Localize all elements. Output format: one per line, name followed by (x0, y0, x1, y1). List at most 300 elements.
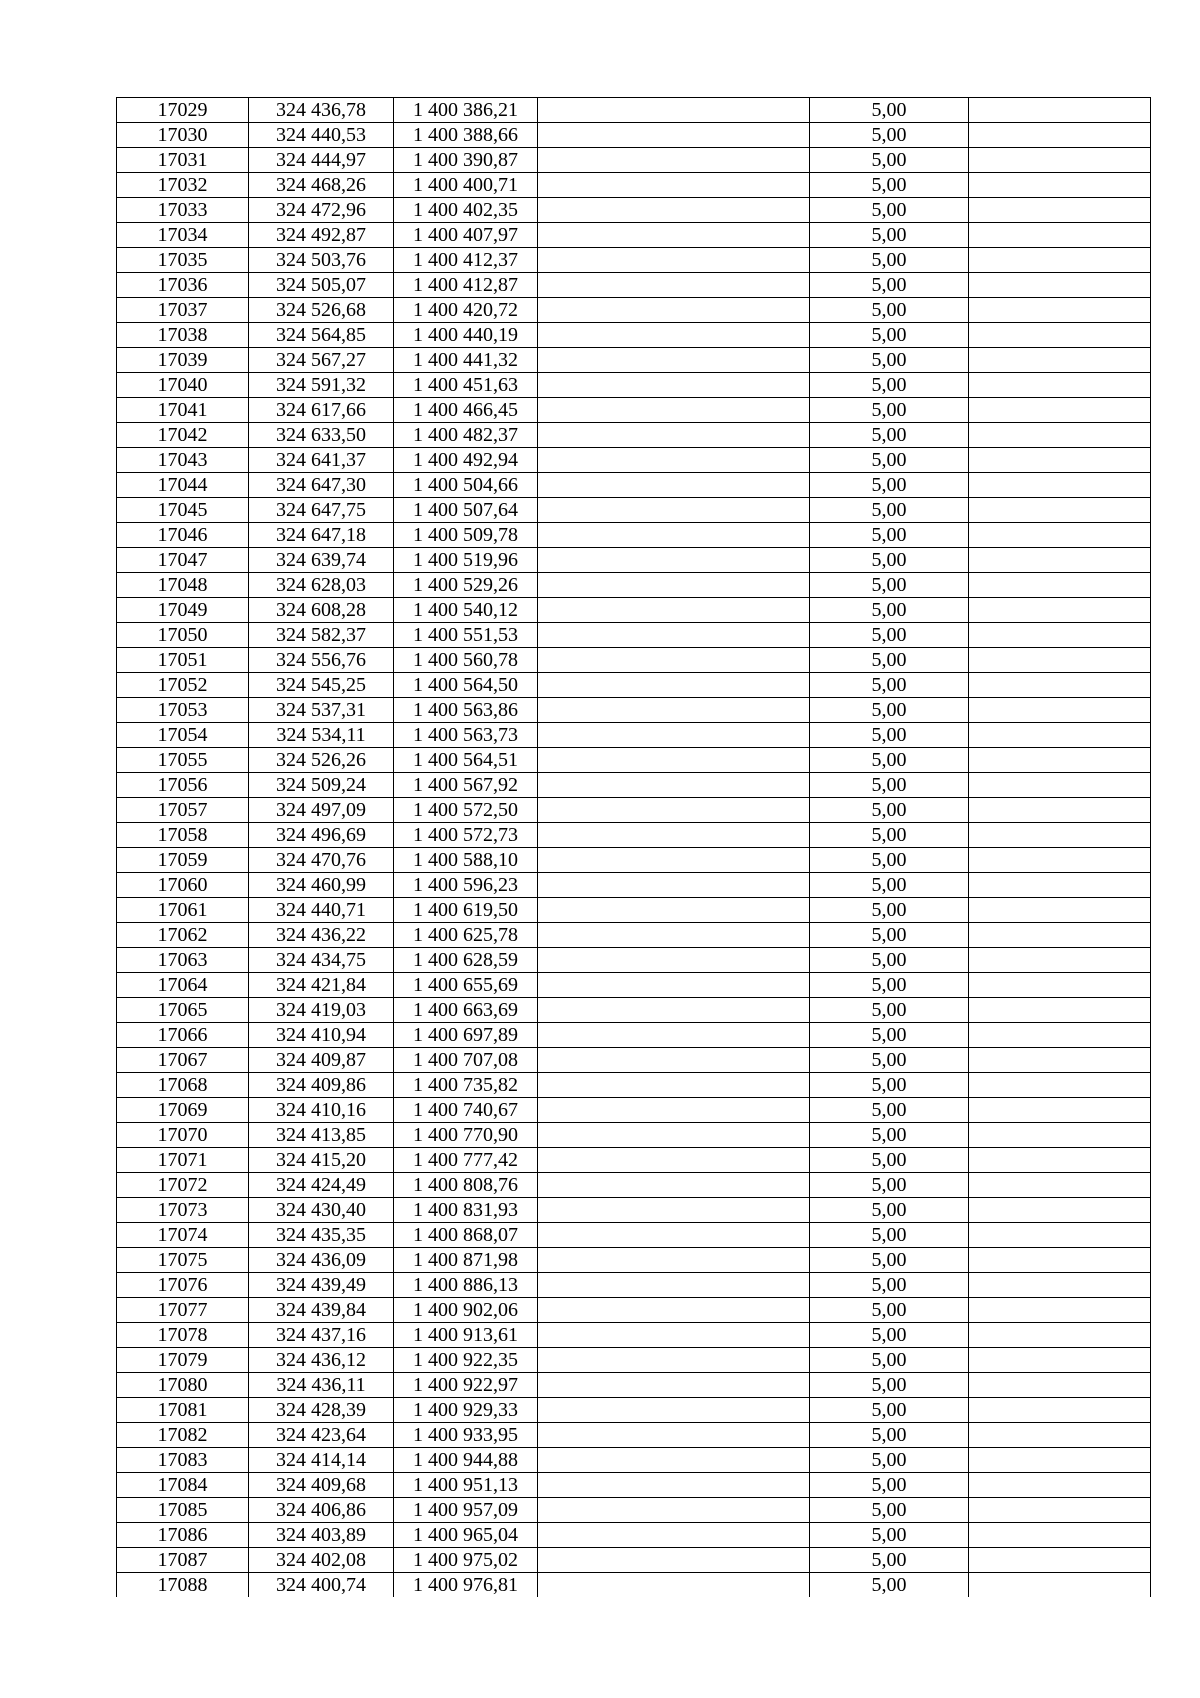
table-row (117, 1423, 1151, 1448)
accuracy-cell: 5,00 (810, 323, 969, 348)
y-coordinate-cell: 1 400 655,69 (394, 973, 538, 998)
x-coordinate-cell: 324 400,74 (249, 1573, 394, 1598)
empty-cell (538, 1073, 810, 1098)
empty-cell (538, 173, 810, 198)
y-coordinate-cell: 1 400 412,37 (394, 248, 538, 273)
table-row (117, 823, 1151, 848)
y-coordinate-cell: 1 400 957,09 (394, 1498, 538, 1523)
point-number-cell: 17072 (117, 1173, 249, 1198)
table-row (117, 223, 1151, 248)
table-row (117, 198, 1151, 223)
accuracy-cell: 5,00 (810, 198, 969, 223)
y-coordinate-cell: 1 400 563,86 (394, 698, 538, 723)
accuracy-cell: 5,00 (810, 1373, 969, 1398)
x-coordinate-cell: 324 641,37 (249, 448, 394, 473)
x-coordinate-cell: 324 496,69 (249, 823, 394, 848)
empty-cell (538, 1198, 810, 1223)
x-coordinate-cell: 324 537,31 (249, 698, 394, 723)
empty-cell (969, 1098, 1151, 1123)
y-coordinate-cell: 1 400 400,71 (394, 173, 538, 198)
empty-cell (969, 948, 1151, 973)
y-coordinate-cell: 1 400 509,78 (394, 523, 538, 548)
x-coordinate-cell: 324 633,50 (249, 423, 394, 448)
point-number-cell: 17074 (117, 1223, 249, 1248)
empty-cell (538, 723, 810, 748)
table-row (117, 1348, 1151, 1373)
y-coordinate-cell: 1 400 466,45 (394, 398, 538, 423)
x-coordinate-cell: 324 505,07 (249, 273, 394, 298)
x-coordinate-cell: 324 472,96 (249, 198, 394, 223)
accuracy-cell: 5,00 (810, 948, 969, 973)
point-number-cell: 17055 (117, 748, 249, 773)
x-coordinate-cell: 324 534,11 (249, 723, 394, 748)
point-number-cell: 17062 (117, 923, 249, 948)
x-coordinate-cell: 324 403,89 (249, 1523, 394, 1548)
table-row (117, 473, 1151, 498)
table-row (117, 448, 1151, 473)
x-coordinate-cell: 324 440,53 (249, 123, 394, 148)
accuracy-cell: 5,00 (810, 448, 969, 473)
y-coordinate-cell: 1 400 507,64 (394, 498, 538, 523)
point-number-cell: 17054 (117, 723, 249, 748)
point-number-cell: 17081 (117, 1398, 249, 1423)
x-coordinate-cell: 324 430,40 (249, 1198, 394, 1223)
empty-cell (969, 373, 1151, 398)
x-coordinate-cell: 324 497,09 (249, 798, 394, 823)
x-coordinate-cell: 324 647,18 (249, 523, 394, 548)
table-row (117, 298, 1151, 323)
table-row (117, 373, 1151, 398)
table-row (117, 323, 1151, 348)
x-coordinate-cell: 324 421,84 (249, 973, 394, 998)
point-number-cell: 17049 (117, 598, 249, 623)
empty-cell (538, 148, 810, 173)
empty-cell (969, 423, 1151, 448)
table-row (117, 398, 1151, 423)
empty-cell (969, 1273, 1151, 1298)
empty-cell (969, 348, 1151, 373)
point-number-cell: 17039 (117, 348, 249, 373)
accuracy-cell: 5,00 (810, 798, 969, 823)
empty-cell (538, 648, 810, 673)
accuracy-cell: 5,00 (810, 648, 969, 673)
x-coordinate-cell: 324 409,87 (249, 1048, 394, 1073)
y-coordinate-cell: 1 400 386,21 (394, 98, 538, 123)
accuracy-cell: 5,00 (810, 1273, 969, 1298)
point-number-cell: 17041 (117, 398, 249, 423)
empty-cell (969, 1448, 1151, 1473)
x-coordinate-cell: 324 468,26 (249, 173, 394, 198)
y-coordinate-cell: 1 400 976,81 (394, 1573, 538, 1598)
table-row (117, 748, 1151, 773)
x-coordinate-cell: 324 556,76 (249, 648, 394, 673)
empty-cell (538, 1048, 810, 1073)
y-coordinate-cell: 1 400 740,67 (394, 1098, 538, 1123)
point-number-cell: 17082 (117, 1423, 249, 1448)
table-row (117, 973, 1151, 998)
empty-cell (969, 498, 1151, 523)
x-coordinate-cell: 324 436,78 (249, 98, 394, 123)
point-number-cell: 17031 (117, 148, 249, 173)
point-number-cell: 17080 (117, 1373, 249, 1398)
empty-cell (969, 523, 1151, 548)
point-number-cell: 17086 (117, 1523, 249, 1548)
accuracy-cell: 5,00 (810, 873, 969, 898)
y-coordinate-cell: 1 400 922,35 (394, 1348, 538, 1373)
table-row (117, 1373, 1151, 1398)
accuracy-cell: 5,00 (810, 523, 969, 548)
accuracy-cell: 5,00 (810, 398, 969, 423)
y-coordinate-cell: 1 400 564,50 (394, 673, 538, 698)
accuracy-cell: 5,00 (810, 973, 969, 998)
table-row (117, 848, 1151, 873)
y-coordinate-cell: 1 400 504,66 (394, 473, 538, 498)
empty-cell (538, 973, 810, 998)
accuracy-cell: 5,00 (810, 248, 969, 273)
empty-cell (538, 548, 810, 573)
table-row (117, 1298, 1151, 1323)
y-coordinate-cell: 1 400 697,89 (394, 1023, 538, 1048)
accuracy-cell: 5,00 (810, 773, 969, 798)
empty-cell (969, 323, 1151, 348)
accuracy-cell: 5,00 (810, 1523, 969, 1548)
empty-cell (538, 223, 810, 248)
point-number-cell: 17033 (117, 198, 249, 223)
empty-cell (538, 573, 810, 598)
point-number-cell: 17073 (117, 1198, 249, 1223)
accuracy-cell: 5,00 (810, 1398, 969, 1423)
x-coordinate-cell: 324 503,76 (249, 248, 394, 273)
table-row (117, 1448, 1151, 1473)
x-coordinate-cell: 324 413,85 (249, 1123, 394, 1148)
x-coordinate-cell: 324 608,28 (249, 598, 394, 623)
empty-cell (969, 123, 1151, 148)
point-number-cell: 17064 (117, 973, 249, 998)
point-number-cell: 17088 (117, 1573, 249, 1598)
x-coordinate-cell: 324 582,37 (249, 623, 394, 648)
empty-cell (538, 898, 810, 923)
empty-cell (538, 123, 810, 148)
table-row (117, 248, 1151, 273)
y-coordinate-cell: 1 400 944,88 (394, 1448, 538, 1473)
accuracy-cell: 5,00 (810, 573, 969, 598)
table-row (117, 98, 1151, 123)
empty-cell (969, 648, 1151, 673)
accuracy-cell: 5,00 (810, 1548, 969, 1573)
x-coordinate-cell: 324 444,97 (249, 148, 394, 173)
point-number-cell: 17053 (117, 698, 249, 723)
point-number-cell: 17043 (117, 448, 249, 473)
empty-cell (969, 1323, 1151, 1348)
empty-cell (969, 1048, 1151, 1073)
accuracy-cell: 5,00 (810, 748, 969, 773)
accuracy-cell: 5,00 (810, 598, 969, 623)
accuracy-cell: 5,00 (810, 1248, 969, 1273)
empty-cell (969, 1373, 1151, 1398)
table-row (117, 773, 1151, 798)
x-coordinate-cell: 324 437,16 (249, 1323, 394, 1348)
x-coordinate-cell: 324 526,68 (249, 298, 394, 323)
table-row (117, 1498, 1151, 1523)
y-coordinate-cell: 1 400 390,87 (394, 148, 538, 173)
empty-cell (969, 1348, 1151, 1373)
accuracy-cell: 5,00 (810, 348, 969, 373)
accuracy-cell: 5,00 (810, 698, 969, 723)
y-coordinate-cell: 1 400 831,93 (394, 1198, 538, 1223)
empty-cell (538, 1098, 810, 1123)
empty-cell (969, 473, 1151, 498)
point-number-cell: 17068 (117, 1073, 249, 1098)
empty-cell (969, 1548, 1151, 1573)
empty-cell (538, 1248, 810, 1273)
point-number-cell: 17042 (117, 423, 249, 448)
table-row (117, 898, 1151, 923)
point-number-cell: 17052 (117, 673, 249, 698)
empty-cell (969, 823, 1151, 848)
table-row (117, 948, 1151, 973)
empty-cell (538, 473, 810, 498)
point-number-cell: 17077 (117, 1298, 249, 1323)
point-number-cell: 17037 (117, 298, 249, 323)
y-coordinate-cell: 1 400 564,51 (394, 748, 538, 773)
table-row (117, 698, 1151, 723)
y-coordinate-cell: 1 400 770,90 (394, 1123, 538, 1148)
point-number-cell: 17040 (117, 373, 249, 398)
point-number-cell: 17060 (117, 873, 249, 898)
x-coordinate-cell: 324 414,14 (249, 1448, 394, 1473)
table-row (117, 623, 1151, 648)
empty-cell (969, 1173, 1151, 1198)
y-coordinate-cell: 1 400 707,08 (394, 1048, 538, 1073)
y-coordinate-cell: 1 400 886,13 (394, 1273, 538, 1298)
accuracy-cell: 5,00 (810, 673, 969, 698)
empty-cell (969, 1148, 1151, 1173)
x-coordinate-cell: 324 424,49 (249, 1173, 394, 1198)
y-coordinate-cell: 1 400 551,53 (394, 623, 538, 648)
x-coordinate-cell: 324 436,11 (249, 1373, 394, 1398)
x-coordinate-cell: 324 436,22 (249, 923, 394, 948)
point-number-cell: 17045 (117, 498, 249, 523)
y-coordinate-cell: 1 400 735,82 (394, 1073, 538, 1098)
empty-cell (538, 1348, 810, 1373)
y-coordinate-cell: 1 400 975,02 (394, 1548, 538, 1573)
table-row (117, 1573, 1151, 1598)
point-number-cell: 17070 (117, 1123, 249, 1148)
y-coordinate-cell: 1 400 902,06 (394, 1298, 538, 1323)
x-coordinate-cell: 324 509,24 (249, 773, 394, 798)
table-row (117, 648, 1151, 673)
point-number-cell: 17035 (117, 248, 249, 273)
y-coordinate-cell: 1 400 933,95 (394, 1423, 538, 1448)
point-number-cell: 17058 (117, 823, 249, 848)
accuracy-cell: 5,00 (810, 898, 969, 923)
empty-cell (538, 1548, 810, 1573)
accuracy-cell: 5,00 (810, 823, 969, 848)
accuracy-cell: 5,00 (810, 273, 969, 298)
x-coordinate-cell: 324 406,86 (249, 1498, 394, 1523)
empty-cell (969, 723, 1151, 748)
y-coordinate-cell: 1 400 663,69 (394, 998, 538, 1023)
empty-cell (538, 598, 810, 623)
point-number-cell: 17044 (117, 473, 249, 498)
empty-cell (969, 848, 1151, 873)
x-coordinate-cell: 324 526,26 (249, 748, 394, 773)
accuracy-cell: 5,00 (810, 548, 969, 573)
point-number-cell: 17050 (117, 623, 249, 648)
x-coordinate-cell: 324 647,30 (249, 473, 394, 498)
y-coordinate-cell: 1 400 407,97 (394, 223, 538, 248)
table-row (117, 423, 1151, 448)
empty-cell (538, 1473, 810, 1498)
y-coordinate-cell: 1 400 388,66 (394, 123, 538, 148)
table-row (117, 1198, 1151, 1223)
table-row (117, 1023, 1151, 1048)
empty-cell (538, 1273, 810, 1298)
table-row (117, 1523, 1151, 1548)
coordinates-table (116, 97, 1151, 1597)
y-coordinate-cell: 1 400 482,37 (394, 423, 538, 448)
x-coordinate-cell: 324 409,86 (249, 1073, 394, 1098)
y-coordinate-cell: 1 400 567,92 (394, 773, 538, 798)
x-coordinate-cell: 324 409,68 (249, 1473, 394, 1498)
point-number-cell: 17046 (117, 523, 249, 548)
accuracy-cell: 5,00 (810, 1223, 969, 1248)
x-coordinate-cell: 324 415,20 (249, 1148, 394, 1173)
point-number-cell: 17066 (117, 1023, 249, 1048)
y-coordinate-cell: 1 400 572,73 (394, 823, 538, 848)
accuracy-cell: 5,00 (810, 1173, 969, 1198)
table-row (117, 148, 1151, 173)
empty-cell (538, 1573, 810, 1598)
y-coordinate-cell: 1 400 922,97 (394, 1373, 538, 1398)
point-number-cell: 17087 (117, 1548, 249, 1573)
y-coordinate-cell: 1 400 560,78 (394, 648, 538, 673)
table-row (117, 573, 1151, 598)
y-coordinate-cell: 1 400 808,76 (394, 1173, 538, 1198)
empty-cell (969, 898, 1151, 923)
empty-cell (969, 223, 1151, 248)
empty-cell (538, 998, 810, 1023)
y-coordinate-cell: 1 400 492,94 (394, 448, 538, 473)
empty-cell (538, 923, 810, 948)
empty-cell (969, 1473, 1151, 1498)
y-coordinate-cell: 1 400 868,07 (394, 1223, 538, 1248)
y-coordinate-cell: 1 400 929,33 (394, 1398, 538, 1423)
empty-cell (969, 1223, 1151, 1248)
empty-cell (969, 673, 1151, 698)
empty-cell (969, 173, 1151, 198)
point-number-cell: 17057 (117, 798, 249, 823)
empty-cell (538, 448, 810, 473)
x-coordinate-cell: 324 428,39 (249, 1398, 394, 1423)
table-row (117, 1473, 1151, 1498)
empty-cell (538, 198, 810, 223)
empty-cell (969, 1523, 1151, 1548)
empty-cell (969, 623, 1151, 648)
empty-cell (538, 1423, 810, 1448)
accuracy-cell: 5,00 (810, 1073, 969, 1098)
point-number-cell: 17034 (117, 223, 249, 248)
accuracy-cell: 5,00 (810, 223, 969, 248)
table-row (117, 273, 1151, 298)
y-coordinate-cell: 1 400 572,50 (394, 798, 538, 823)
empty-cell (969, 298, 1151, 323)
empty-cell (969, 248, 1151, 273)
y-coordinate-cell: 1 400 588,10 (394, 848, 538, 873)
empty-cell (538, 373, 810, 398)
accuracy-cell: 5,00 (810, 1498, 969, 1523)
empty-cell (538, 498, 810, 523)
x-coordinate-cell: 324 410,94 (249, 1023, 394, 1048)
y-coordinate-cell: 1 400 628,59 (394, 948, 538, 973)
empty-cell (538, 348, 810, 373)
table-row (117, 123, 1151, 148)
table-row (117, 173, 1151, 198)
empty-cell (538, 1498, 810, 1523)
accuracy-cell: 5,00 (810, 623, 969, 648)
x-coordinate-cell: 324 639,74 (249, 548, 394, 573)
empty-cell (969, 448, 1151, 473)
empty-cell (538, 1398, 810, 1423)
table-row (117, 1273, 1151, 1298)
table-row (117, 873, 1151, 898)
empty-cell (969, 98, 1151, 123)
point-number-cell: 17076 (117, 1273, 249, 1298)
table-row (117, 1323, 1151, 1348)
table-row (117, 673, 1151, 698)
point-number-cell: 17048 (117, 573, 249, 598)
empty-cell (538, 1148, 810, 1173)
accuracy-cell: 5,00 (810, 1048, 969, 1073)
y-coordinate-cell: 1 400 965,04 (394, 1523, 538, 1548)
point-number-cell: 17079 (117, 1348, 249, 1373)
coordinates-table-body (117, 98, 1151, 1598)
empty-cell (538, 823, 810, 848)
x-coordinate-cell: 324 439,84 (249, 1298, 394, 1323)
empty-cell (969, 1198, 1151, 1223)
y-coordinate-cell: 1 400 951,13 (394, 1473, 538, 1498)
y-coordinate-cell: 1 400 871,98 (394, 1248, 538, 1273)
point-number-cell: 17061 (117, 898, 249, 923)
empty-cell (538, 698, 810, 723)
table-row (117, 523, 1151, 548)
empty-cell (538, 398, 810, 423)
empty-cell (538, 848, 810, 873)
accuracy-cell: 5,00 (810, 1423, 969, 1448)
empty-cell (969, 573, 1151, 598)
point-number-cell: 17047 (117, 548, 249, 573)
empty-cell (538, 1298, 810, 1323)
empty-cell (969, 1023, 1151, 1048)
x-coordinate-cell: 324 423,64 (249, 1423, 394, 1448)
empty-cell (538, 523, 810, 548)
empty-cell (538, 98, 810, 123)
empty-cell (969, 998, 1151, 1023)
accuracy-cell: 5,00 (810, 1573, 969, 1598)
accuracy-cell: 5,00 (810, 998, 969, 1023)
table-row (117, 548, 1151, 573)
empty-cell (538, 1323, 810, 1348)
empty-cell (969, 1423, 1151, 1448)
y-coordinate-cell: 1 400 519,96 (394, 548, 538, 573)
y-coordinate-cell: 1 400 563,73 (394, 723, 538, 748)
empty-cell (538, 1173, 810, 1198)
point-number-cell: 17085 (117, 1498, 249, 1523)
empty-cell (538, 1448, 810, 1473)
point-number-cell: 17030 (117, 123, 249, 148)
table-row (117, 498, 1151, 523)
x-coordinate-cell: 324 460,99 (249, 873, 394, 898)
